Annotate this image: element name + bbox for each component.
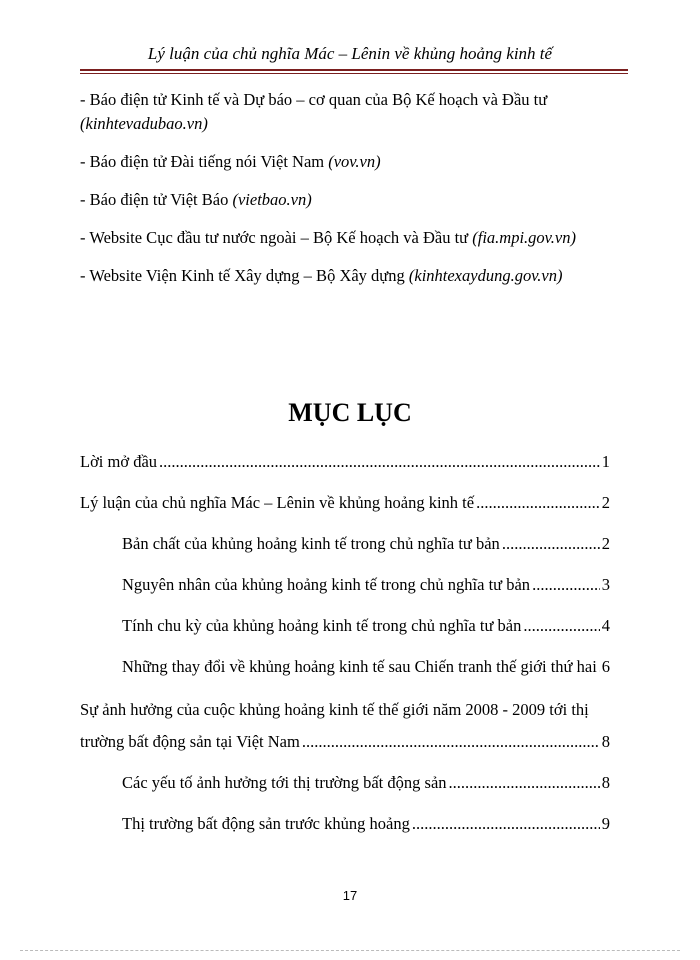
reference-url[interactable]: (vov.vn) [328, 152, 381, 171]
reference-url[interactable]: (vietbao.vn) [232, 190, 312, 209]
toc-subentry[interactable] [80, 773, 610, 797]
reference-item [80, 150, 620, 174]
toc-leader-dots [159, 452, 600, 472]
toc-subentry[interactable] [80, 814, 610, 838]
reference-item [80, 264, 620, 288]
reference-item [80, 88, 620, 136]
reference-url[interactable]: (kinhtexaydung.gov.vn) [408, 266, 563, 285]
reference-text: - Báo điện tử Việt Báo [80, 190, 229, 209]
toc-leader-dots [532, 575, 600, 595]
toc-subentry[interactable] [80, 616, 610, 640]
toc-entry-page: 2 [601, 534, 610, 553]
toc-entry-label: Những thay đổi về khủng hoảng kinh tế sau Chiến tranh thế giới thứ hai [122, 657, 597, 676]
toc-entry-label: trường bất động sản tại Việt Nam [80, 732, 300, 751]
toc-leader-dots [476, 493, 600, 513]
toc-leader-dots [523, 616, 599, 636]
toc-entry-page: 3 [601, 575, 610, 594]
header-rule [80, 69, 628, 71]
page-number: 17 [342, 888, 358, 903]
toc-entry-label: Lý luận của chủ nghĩa Mác – Lênin về khủng hoảng kinh tế [80, 493, 475, 512]
toc-entry[interactable] [80, 493, 610, 517]
toc-subentry[interactable] [80, 657, 610, 681]
header-rule-thin [80, 73, 628, 74]
toc-entry-page: 9 [601, 814, 610, 833]
toc-entry-page: 8 [601, 732, 610, 751]
toc-entry[interactable] [80, 698, 610, 756]
toc-entry-page: 6 [601, 657, 610, 676]
toc-leader-dots [449, 773, 600, 793]
toc-entry[interactable] [80, 452, 610, 476]
references-list [80, 88, 620, 302]
reference-url[interactable]: (fia.mpi.gov.vn) [472, 228, 576, 247]
toc-entry-label: Nguyên nhân của khủng hoảng kinh tế trong chủ nghĩa tư bản [122, 575, 531, 594]
toc-leader-dots [599, 657, 600, 677]
page-bottom-border [20, 950, 680, 951]
reference-text: - Website Cục đầu tư nước ngoài – Bộ Kế hoạch và Đầu tư [80, 228, 469, 247]
toc-entry-page: 4 [601, 616, 610, 635]
toc-entry-label: Bản chất của khủng hoảng kinh tế trong chủ nghĩa tư bản [122, 534, 500, 553]
toc-subentry[interactable] [80, 575, 610, 599]
toc-entry-page: 1 [601, 452, 610, 471]
toc-leader-dots [412, 814, 600, 834]
toc-title: MỤC LỤC [288, 398, 412, 427]
table-of-contents [80, 452, 610, 855]
toc-entry-page: 8 [601, 773, 610, 792]
toc-entry-label: Tính chu kỳ của khủng hoảng kinh tế trong chủ nghĩa tư bản [122, 616, 522, 635]
toc-entry-label: Lời mở đầu [80, 452, 158, 471]
reference-text: - Báo điện tử Kinh tế và Dự báo – cơ quan của Bộ Kế hoạch và Đầu tư [80, 90, 548, 109]
reference-text: - Báo điện tử Đài tiếng nói Việt Nam [80, 152, 325, 171]
toc-leader-dots [502, 534, 600, 554]
toc-entry-label: Thị trường bất động sản trước khủng hoảng [122, 814, 410, 833]
running-header: Lý luận của chủ nghĩa Mác – Lênin về khủng hoảng kinh tế [147, 44, 553, 63]
toc-entry-label-line1: Sự ảnh hưởng của cuộc khủng hoảng kinh tế thế giới năm 2008 - 2009 tới thị [80, 700, 589, 719]
toc-entry-label: Các yếu tố ảnh hưởng tới thị trường bất động sản [122, 773, 447, 792]
reference-text: - Website Viện Kinh tế Xây dựng – Bộ Xây dựng [80, 266, 405, 285]
toc-subentry[interactable] [80, 534, 610, 558]
toc-leader-dots [302, 732, 600, 752]
reference-item [80, 226, 620, 250]
toc-entry-page: 2 [601, 493, 610, 512]
reference-url[interactable]: (kinhtevadubao.vn) [80, 114, 208, 133]
reference-item [80, 188, 620, 212]
